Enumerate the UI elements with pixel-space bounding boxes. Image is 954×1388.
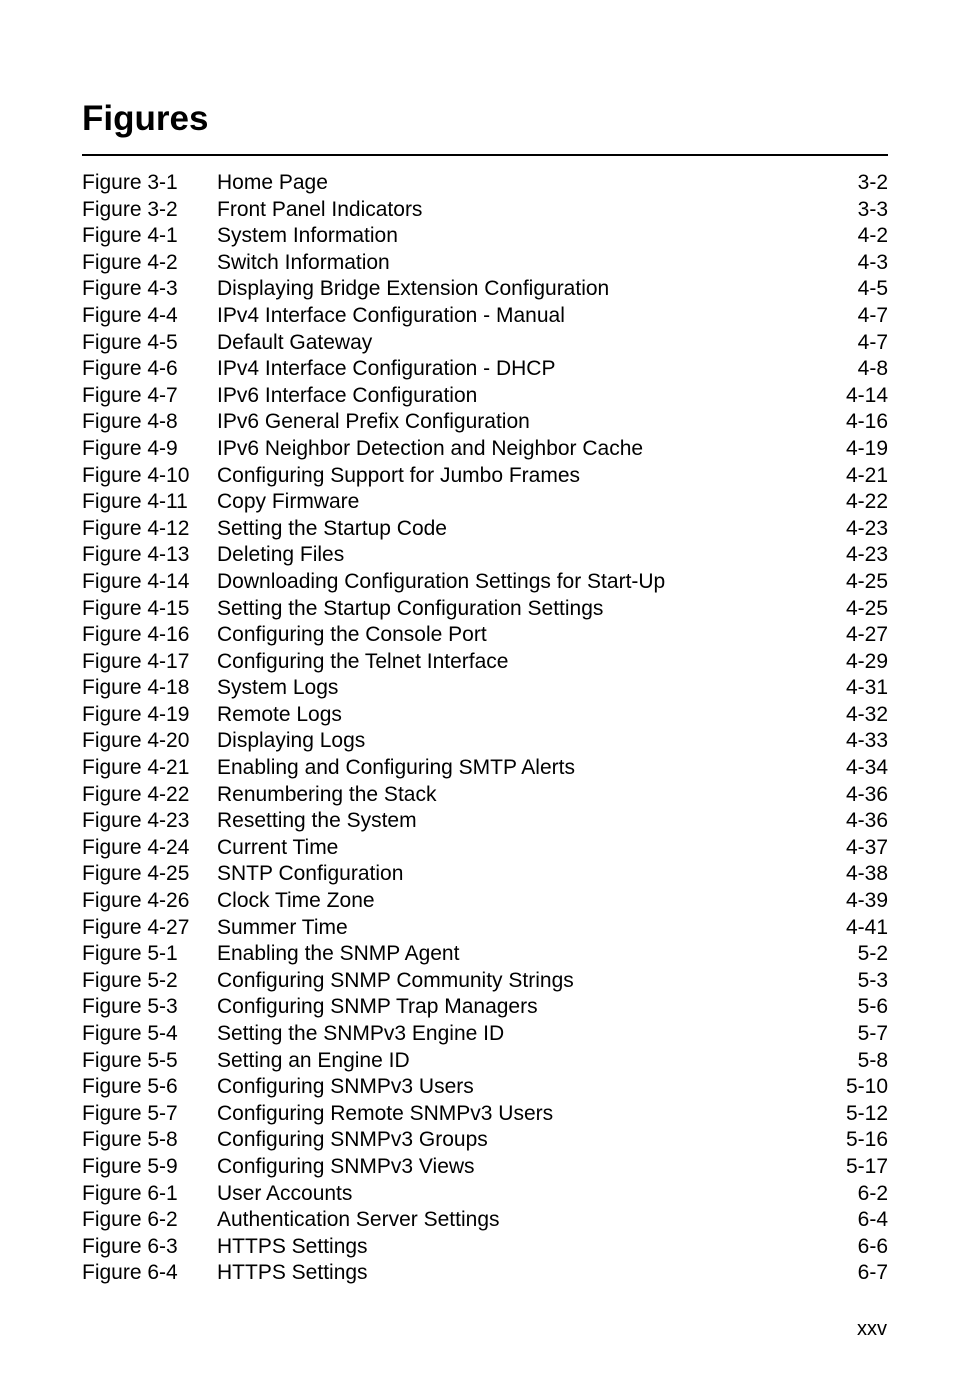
figure-entry[interactable]: [82, 1048, 888, 1075]
figure-entry[interactable]: [82, 569, 888, 596]
figure-entry[interactable]: [82, 276, 888, 303]
figure-title: Setting an Engine ID: [217, 1048, 410, 1072]
figure-title: Default Gateway: [217, 330, 373, 354]
figure-entry[interactable]: [82, 596, 888, 623]
figure-number: Figure 4-6: [82, 357, 178, 381]
figure-number: Figure 4-17: [82, 649, 190, 673]
figure-entry[interactable]: [82, 782, 888, 809]
figure-title: Configuring SNMPv3 Views: [217, 1154, 475, 1178]
figure-page-ref: 4-2: [857, 224, 888, 248]
figure-entry[interactable]: [82, 622, 888, 649]
figure-page-ref: 4-7: [857, 303, 888, 327]
figure-title: IPv6 Interface Configuration: [217, 383, 478, 407]
figure-number: Figure 4-10: [82, 463, 190, 487]
figure-entry[interactable]: [82, 861, 888, 888]
figure-entry[interactable]: [82, 968, 888, 995]
figure-title: Front Panel Indicators: [217, 197, 423, 221]
figure-page-ref: 4-8: [857, 357, 888, 381]
figure-title: Configuring the Console Port: [217, 623, 487, 647]
figure-title: Configuring SNMP Trap Managers: [217, 995, 538, 1019]
figure-page-ref: 5-2: [857, 942, 888, 966]
figure-title: Resetting the System: [217, 809, 417, 833]
figure-number: Figure 6-4: [82, 1261, 178, 1285]
figure-page-ref: 6-4: [857, 1208, 888, 1232]
figure-page-ref: 4-36: [845, 809, 888, 833]
figure-entry[interactable]: [82, 994, 888, 1021]
figure-number: Figure 4-24: [82, 835, 190, 859]
figure-page-ref: 4-32: [845, 702, 888, 726]
page-number: xxv: [857, 1318, 887, 1340]
figure-entry[interactable]: [82, 835, 888, 862]
figure-page-ref: 4-29: [845, 649, 888, 673]
figure-title: Renumbering the Stack: [217, 782, 437, 806]
figure-page-ref: 6-2: [857, 1181, 888, 1205]
figure-page-ref: 4-31: [845, 676, 888, 700]
figure-page-ref: 5-3: [857, 968, 888, 992]
figure-title: HTTPS Settings: [217, 1234, 368, 1258]
figure-entry[interactable]: [82, 223, 888, 250]
figure-page-ref: 4-33: [845, 729, 888, 753]
figure-number: Figure 3-2: [82, 197, 178, 221]
figure-entry[interactable]: [82, 383, 888, 410]
page-title: Figures: [82, 99, 209, 138]
figure-page-ref: 4-37: [845, 835, 888, 859]
figure-number: Figure 4-21: [82, 756, 190, 780]
figure-title: Switch Information: [217, 250, 390, 274]
figure-number: Figure 6-1: [82, 1181, 178, 1205]
figure-title: Configuring the Telnet Interface: [217, 649, 509, 673]
figure-number: Figure 5-7: [82, 1101, 178, 1125]
figure-number: Figure 3-1: [82, 171, 178, 194]
figure-title: System Logs: [217, 676, 339, 700]
figure-page-ref: 4-7: [857, 330, 888, 354]
figure-page-ref: 5-10: [845, 1075, 888, 1099]
figure-title: HTTPS Settings: [217, 1261, 368, 1285]
figure-number: Figure 4-19: [82, 702, 190, 726]
figure-title: Authentication Server Settings: [217, 1208, 500, 1232]
figure-entry[interactable]: [82, 463, 888, 490]
figure-page-ref: 4-34: [845, 756, 888, 780]
figure-title: Setting the SNMPv3 Engine ID: [217, 1022, 505, 1045]
figure-page-ref: 3-3: [857, 197, 888, 221]
figure-page-ref: 4-39: [845, 889, 888, 913]
figure-entry[interactable]: [82, 197, 888, 224]
figure-entry[interactable]: [82, 888, 888, 915]
figure-entry[interactable]: [82, 1127, 888, 1154]
figure-title: Configuring SNMPv3 Users: [217, 1075, 474, 1099]
figure-entry[interactable]: [82, 489, 888, 516]
figure-title: Configuring Support for Jumbo Frames: [217, 463, 580, 487]
figure-number: Figure 4-23: [82, 809, 190, 833]
figure-page-ref: 4-41: [845, 915, 888, 939]
figure-entry[interactable]: [82, 675, 888, 702]
figure-title: Setting the Startup Code: [217, 516, 447, 540]
figure-entry[interactable]: [82, 941, 888, 968]
figure-number: Figure 5-1: [82, 942, 178, 966]
figure-entry[interactable]: [82, 1181, 888, 1208]
figure-title: Current Time: [217, 835, 339, 859]
figure-number: Figure 4-13: [82, 543, 190, 567]
figure-number: Figure 4-11: [82, 490, 188, 514]
figure-title: Configuring SNMP Community Strings: [217, 968, 574, 992]
figure-page-ref: 4-5: [857, 277, 888, 301]
figure-number: Figure 4-20: [82, 729, 190, 753]
figure-page-ref: 4-22: [845, 490, 888, 514]
figure-entry[interactable]: [82, 170, 888, 197]
figure-number: Figure 4-12: [82, 516, 190, 540]
figure-page-ref: 4-3: [857, 250, 888, 274]
figure-number: Figure 4-27: [82, 915, 190, 939]
figure-title: Home Page: [217, 171, 328, 194]
figure-page-ref: 5-17: [845, 1154, 888, 1178]
figure-number: Figure 4-25: [82, 862, 190, 886]
figure-entry[interactable]: [82, 303, 888, 330]
figure-title: Displaying Bridge Extension Configuration: [217, 277, 610, 301]
figure-page-ref: 4-27: [845, 623, 888, 647]
figure-entry[interactable]: [82, 808, 888, 835]
title-divider: [82, 154, 888, 156]
figure-number: Figure 6-2: [82, 1208, 178, 1232]
figure-title: Summer Time: [217, 915, 348, 939]
figure-page-ref: 5-8: [857, 1048, 888, 1072]
figure-page-ref: 3-2: [857, 171, 888, 194]
figure-title: Enabling and Configuring SMTP Alerts: [217, 756, 575, 780]
figure-title: IPv4 Interface Configuration - Manual: [217, 303, 565, 327]
figure-entry[interactable]: [82, 728, 888, 755]
figure-entry[interactable]: [82, 1234, 888, 1261]
figure-page-ref: 5-16: [845, 1128, 888, 1152]
figure-number: Figure 5-8: [82, 1128, 178, 1152]
figure-number: Figure 4-18: [82, 676, 190, 700]
figure-number: Figure 5-4: [82, 1022, 178, 1045]
figure-entry[interactable]: [82, 330, 888, 357]
figure-number: Figure 5-6: [82, 1075, 178, 1099]
figure-title: Clock Time Zone: [217, 889, 375, 913]
figure-number: Figure 4-1: [82, 224, 178, 248]
figure-page-ref: 5-12: [845, 1101, 888, 1125]
figure-entry[interactable]: [82, 436, 888, 463]
figure-page-ref: 4-25: [845, 569, 888, 593]
figure-page-ref: 4-36: [845, 782, 888, 806]
figure-page-ref: 4-38: [845, 862, 888, 886]
figure-page-ref: 4-14: [845, 383, 888, 407]
figure-page-ref: 4-25: [845, 596, 888, 620]
figure-number: Figure 5-2: [82, 968, 178, 992]
figure-number: Figure 4-9: [82, 436, 178, 460]
figure-number: Figure 4-4: [82, 303, 178, 327]
figure-entry[interactable]: [82, 542, 888, 569]
figure-page-ref: 4-21: [845, 463, 888, 487]
figure-number: Figure 4-8: [82, 410, 178, 434]
figure-number: Figure 5-3: [82, 995, 178, 1019]
figure-number: Figure 5-9: [82, 1154, 178, 1178]
figure-list: [82, 170, 888, 1287]
figure-page-ref: 4-16: [845, 410, 888, 434]
figure-entry[interactable]: [82, 250, 888, 277]
figure-title: Enabling the SNMP Agent: [217, 942, 460, 966]
figure-entry[interactable]: [82, 516, 888, 543]
figure-title: IPv6 General Prefix Configuration: [217, 410, 530, 434]
figure-entry[interactable]: [82, 1074, 888, 1101]
figure-entry[interactable]: [82, 1021, 888, 1048]
figure-title: IPv4 Interface Configuration - DHCP: [217, 357, 556, 381]
figure-entry[interactable]: [82, 915, 888, 942]
figure-entry[interactable]: [82, 1154, 888, 1181]
figure-number: Figure 4-5: [82, 330, 178, 354]
figure-title: Remote Logs: [217, 702, 342, 726]
figure-title: Displaying Logs: [217, 729, 366, 753]
figure-number: Figure 4-14: [82, 569, 190, 593]
figure-number: Figure 4-16: [82, 623, 190, 647]
figure-page-ref: 4-19: [845, 436, 888, 460]
figure-page-ref: 6-7: [857, 1261, 888, 1285]
figure-entry[interactable]: [82, 409, 888, 436]
figure-page-ref: 5-7: [857, 1022, 888, 1045]
figure-number: Figure 4-15: [82, 596, 190, 620]
figure-title: IPv6 Neighbor Detection and Neighbor Cache: [217, 436, 644, 460]
figure-number: Figure 4-22: [82, 782, 190, 806]
figure-entry[interactable]: [82, 1101, 888, 1128]
figure-title: SNTP Configuration: [217, 862, 404, 886]
figure-entry[interactable]: [82, 755, 888, 782]
figure-title: Copy Firmware: [217, 490, 360, 514]
figure-title: Setting the Startup Configuration Settings: [217, 596, 604, 620]
figure-page-ref: 5-6: [857, 995, 888, 1019]
figure-entry[interactable]: [82, 1207, 888, 1234]
figure-number: Figure 4-26: [82, 889, 190, 913]
figure-title: Configuring SNMPv3 Groups: [217, 1128, 488, 1152]
figure-entry[interactable]: [82, 1260, 888, 1287]
figure-number: Figure 4-2: [82, 250, 178, 274]
figure-entry[interactable]: [82, 702, 888, 729]
figure-title: Downloading Configuration Settings for Start-Up: [217, 569, 666, 593]
figure-page-ref: 4-23: [845, 543, 888, 567]
figure-title: Configuring Remote SNMPv3 Users: [217, 1101, 554, 1125]
figure-title: Deleting Files: [217, 543, 345, 567]
figure-page-ref: 4-23: [845, 516, 888, 540]
figure-page-ref: 6-6: [857, 1234, 888, 1258]
figure-number: Figure 6-3: [82, 1234, 178, 1258]
figure-number: Figure 5-5: [82, 1048, 178, 1072]
figure-entry[interactable]: [82, 649, 888, 676]
figure-title: System Information: [217, 224, 398, 248]
figure-entry[interactable]: [82, 356, 888, 383]
figure-number: Figure 4-7: [82, 383, 178, 407]
figure-title: User Accounts: [217, 1181, 353, 1205]
figure-number: Figure 4-3: [82, 277, 178, 301]
